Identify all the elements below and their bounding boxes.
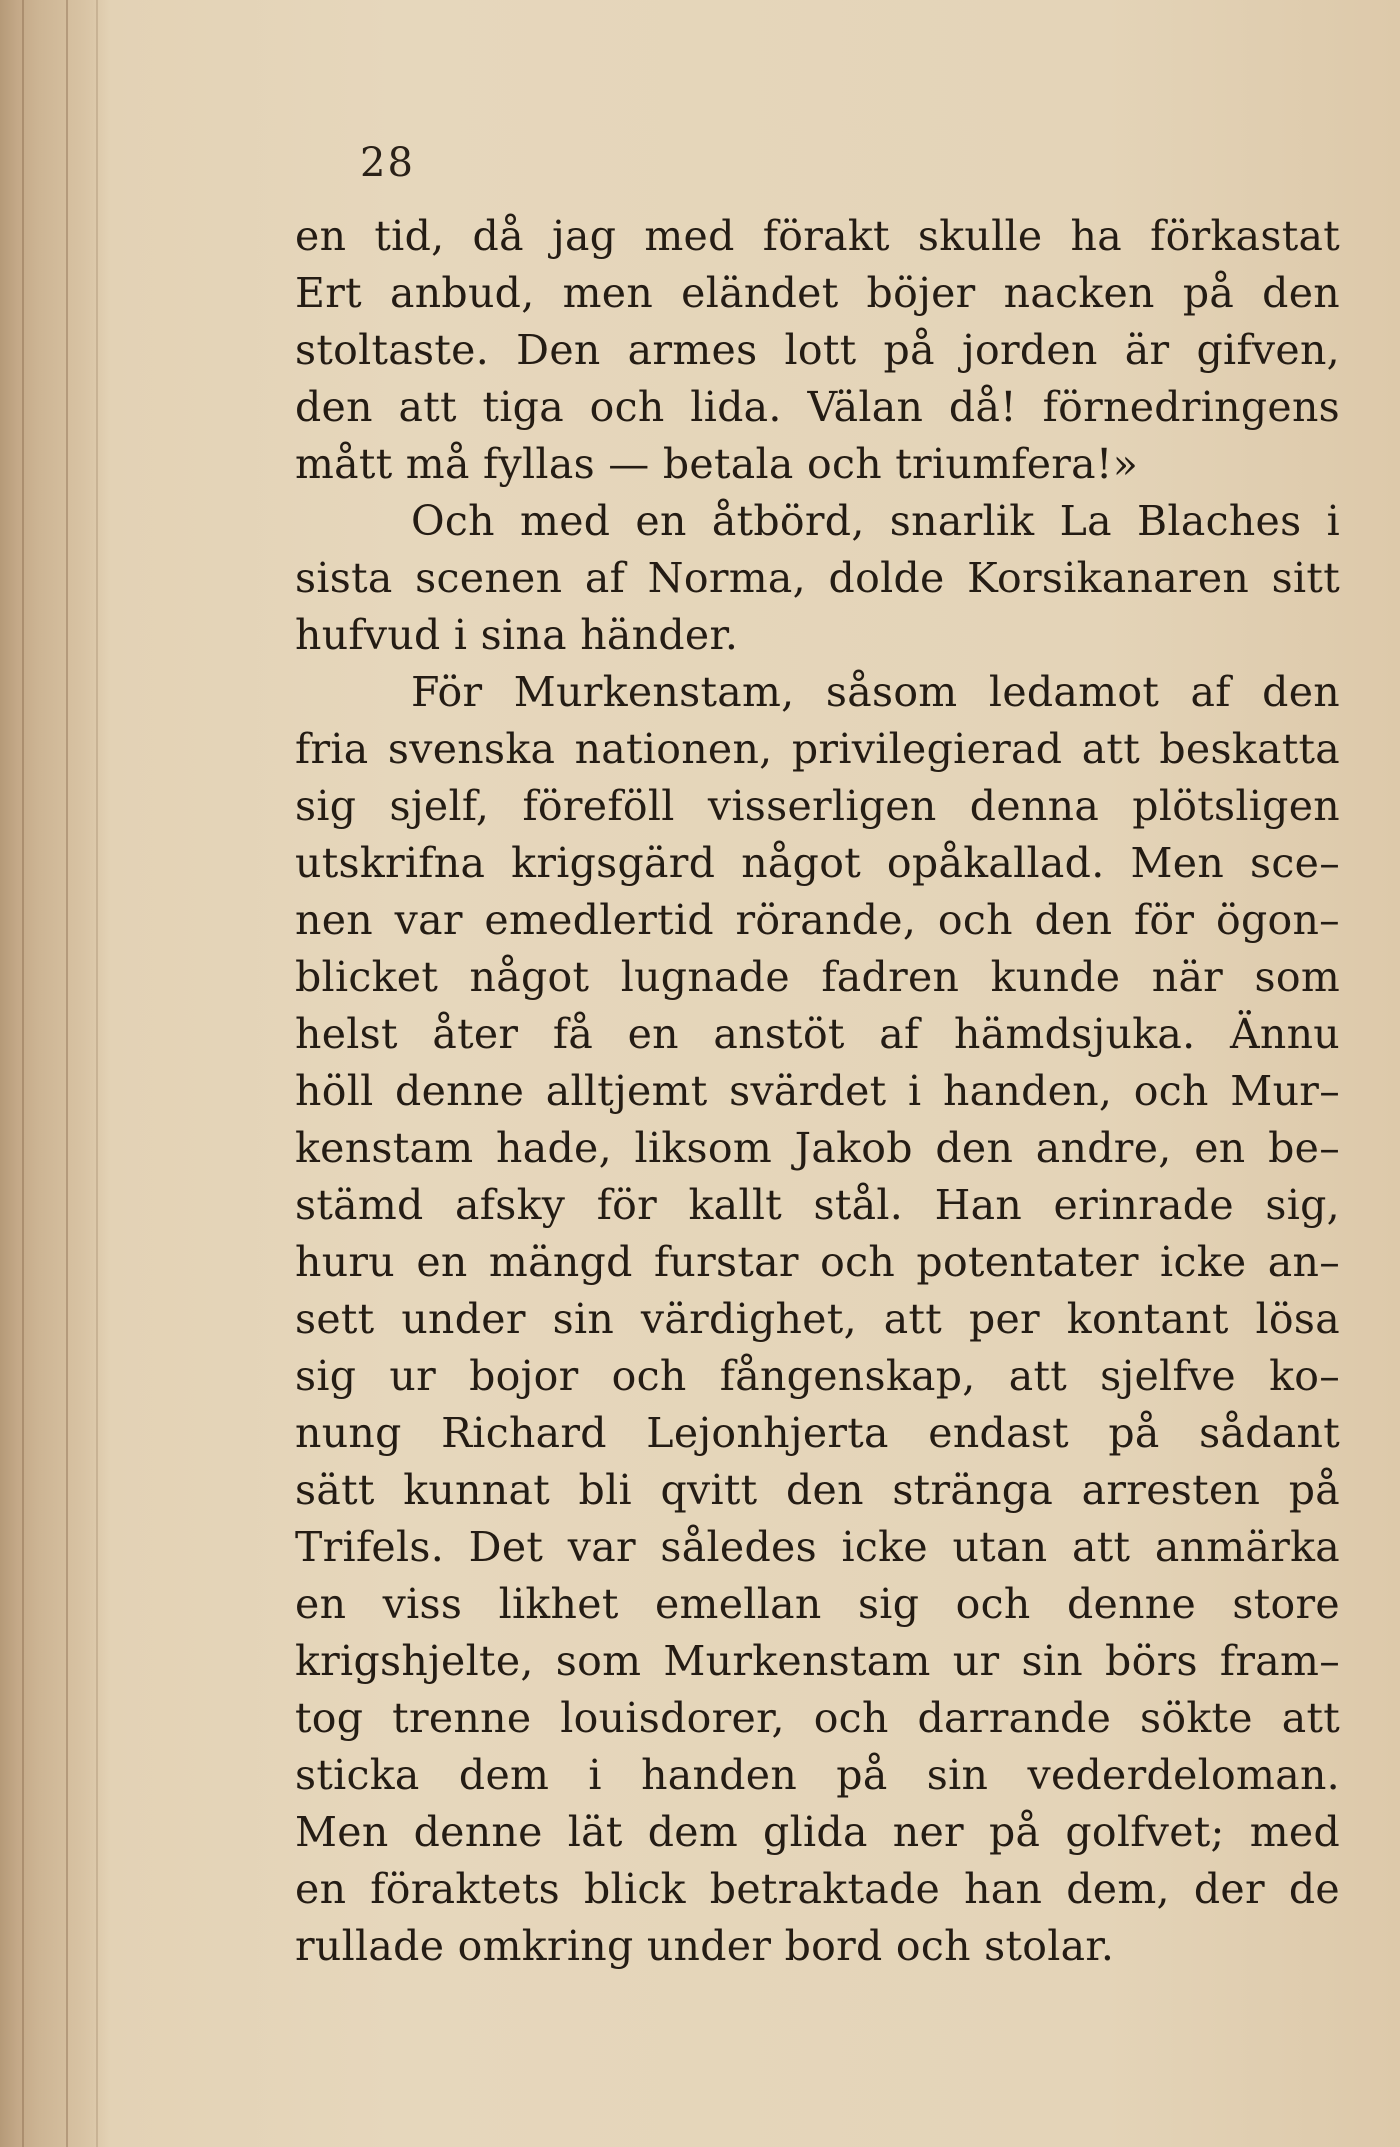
- text-line: nen var emedlertid rörande, och den för ögon–: [295, 896, 1340, 944]
- text-line: rullade omkring under bord och stolar.: [295, 1922, 1115, 1970]
- text-line: hufvud i sina händer.: [295, 611, 739, 659]
- text-line: en tid, då jag med förakt skulle ha förkastat: [295, 212, 1340, 260]
- text-line: tog trenne louisdorer, och darrande sökte att: [295, 1694, 1340, 1742]
- text-line: Ert anbud, men eländet böjer nacken på den: [295, 269, 1340, 317]
- text-line: stämd afsky för kallt stål. Han erinrade sig,: [295, 1181, 1340, 1229]
- text-line: huru en mängd furstar och potentater icke an–: [295, 1238, 1340, 1286]
- text-line: krigshjelte, som Murkenstam ur sin börs fram–: [295, 1637, 1340, 1685]
- text-line: sig sjelf, föreföll visserligen denna plötsligen: [295, 782, 1340, 830]
- text-line: kenstam hade, liksom Jakob den andre, en be–: [295, 1124, 1340, 1172]
- text-line: För Murkenstam, såsom ledamot af den: [411, 668, 1340, 716]
- text-line: höll denne alltjemt svärdet i handen, och Mur–: [295, 1067, 1340, 1115]
- text-line: stoltaste. Den armes lott på jorden är gifven,: [295, 326, 1340, 374]
- text-line: helst åter få en anstöt af hämdsjuka. Ännu: [295, 1010, 1340, 1058]
- text-line: Trifels. Det var således icke utan att anmärka: [295, 1523, 1340, 1571]
- text-line: utskrifna krigsgärd något opåkallad. Men sce–: [295, 839, 1340, 887]
- text-line: sticka dem i handen på sin vederdeloman.: [295, 1751, 1340, 1799]
- text-line: sett under sin värdighet, att per kontant lösa: [295, 1295, 1340, 1343]
- text-line: nung Richard Lejonhjerta endast på sådant: [295, 1409, 1340, 1457]
- binding-edge-line: [22, 0, 24, 2147]
- book-binding-shadow: [0, 0, 110, 2147]
- text-line: Men denne lät dem glida ner på golfvet; med: [295, 1808, 1340, 1856]
- text-line: fria svenska nationen, privilegierad att beskatta: [295, 725, 1340, 773]
- text-line: Och med en åtbörd, snarlik La Blaches i: [411, 497, 1340, 545]
- body-text: [295, 208, 1340, 1975]
- binding-edge-line: [96, 0, 98, 2147]
- text-line: sätt kunnat bli qvitt den stränga arresten på: [295, 1466, 1340, 1514]
- text-line: blicket något lugnade fadren kunde när som: [295, 953, 1340, 1001]
- text-line: en viss likhet emellan sig och denne store: [295, 1580, 1340, 1628]
- text-line: sig ur bojor och fångenskap, att sjelfve ko–: [295, 1352, 1340, 1400]
- text-line: mått må fyllas — betala och triumfera!»: [295, 440, 1139, 488]
- text-line: en föraktets blick betraktade han dem, der de: [295, 1865, 1340, 1913]
- text-line: den att tiga och lida. Välan då! förnedringens: [295, 383, 1340, 431]
- binding-edge-line: [66, 0, 68, 2147]
- text-line: sista scenen af Norma, dolde Korsikanaren sitt: [295, 554, 1340, 602]
- page-number: 28: [360, 140, 415, 186]
